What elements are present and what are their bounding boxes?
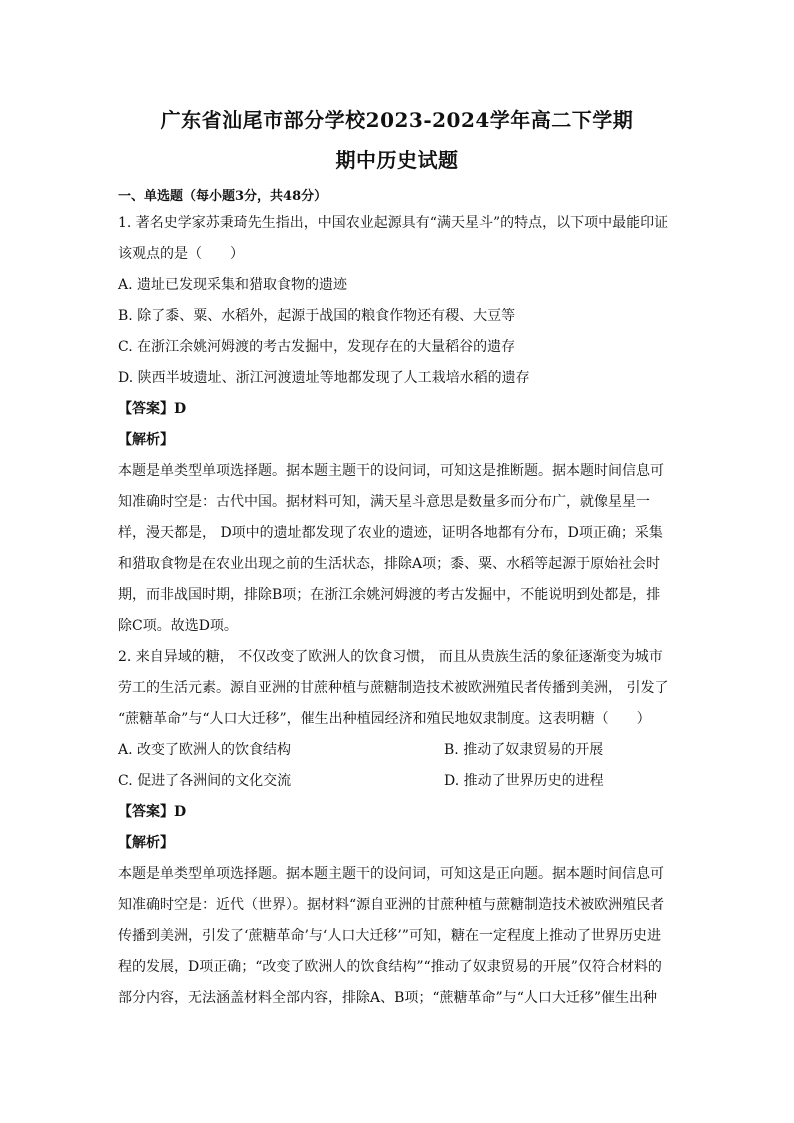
q2-option-a: A. 改变了欧洲人的饮食结构	[118, 742, 292, 758]
document-title-line1: 广东省汕尾市部分学校2023-2024学年高二下学期	[160, 108, 634, 132]
q2-analysis-line: 本题是单类型单项选择题。据本题主题干的设问词，可知这是正向题。据本题时间信息可	[118, 866, 664, 882]
question-1	[118, 208, 676, 642]
q1-analysis-line: 除C项。故选D项。	[118, 618, 238, 634]
q2-analysis-line: 程的发展，D项正确；“改变了欧洲人的饮食结构”“推动了奴隶贸易的开展”仅符合材料的	[118, 959, 662, 975]
q1-option-c: C. 在浙江余姚河姆渡的考古发掘中，发现存在的大量稻谷的遗存	[118, 339, 516, 355]
q1-analysis-line: 本题是单类型单项选择题。据本题主题干的设问词，可知这是推断题。据本题时间信息可	[118, 463, 664, 479]
q1-option-d: D. 陕西半坡遗址、浙江河渡遗址等地都发现了人工栽培水稻的遗存	[118, 370, 530, 386]
q1-analysis-line: 样，漫天都是， D项中的遗址都发现了农业的遗迹，证明各地都有分布，D项正确；采集	[118, 525, 663, 541]
q2-analysis-line: 部分内容，无法涵盖材料全部内容，排除A、B项；“蔗糖革命”与“人口大迁移”催生出种	[118, 990, 658, 1006]
q1-answer: 【答案】D	[118, 401, 187, 417]
q2-analysis-label: 【解析】	[118, 835, 174, 851]
q1-analysis-line: 期，而非战国时期，排除B项；在浙江余姚河姆渡的考古发掘中，不能说明到处都是，排	[118, 587, 661, 603]
q2-option-b: B. 推动了奴隶贸易的开展	[444, 742, 604, 758]
q1-stem-line: 1. 著名史学家苏秉琦先生指出，中国农业起源具有“满天星斗”的特点，以下项中最能印证	[118, 215, 669, 231]
q1-analysis-line: 和猎取食物是在农业出现之前的生活状态，排除A项；黍、粟、水稻等起源于原始社会时	[118, 556, 661, 572]
q2-analysis-line: 传播到美洲，引发了‘蔗糖革命’与‘人口大迁移’”可知，糖在一定程度上推动了世界历史进	[118, 928, 661, 944]
q2-option-c: C. 促进了各洲间的文化交流	[118, 773, 292, 789]
q2-options-row	[118, 766, 676, 797]
q1-analysis-line: 知准确时空是：古代中国。据材料可知，满天星斗意思是数量多而分布广，就像星星一	[118, 494, 650, 510]
question-2	[118, 642, 676, 1014]
q1-analysis-label: 【解析】	[118, 432, 174, 448]
q2-options-row	[118, 735, 676, 766]
q2-option-d: D. 推动了世界历史的进程	[444, 773, 604, 789]
q2-answer: 【答案】D	[118, 804, 187, 820]
q1-option-b: B. 除了黍、粟、水稻外，起源于战国的粮食作物还有稷、大豆等	[118, 308, 516, 324]
q2-analysis-line: 知准确时空是：近代（世界）。据材料“源自亚洲的甘蔗种植与蔗糖制造技术被欧洲殖民者	[118, 897, 665, 913]
q2-stem-line: “蔗糖革命”与“人口大迁移”，催生出种植园经济和殖民地奴隶制度。这表明糖（ ）	[118, 711, 651, 727]
q2-stem-line: 2. 来自异域的糖， 不仅改变了欧洲人的饮食习惯， 而且从贵族生活的象征逐渐变为城市	[118, 649, 663, 665]
q1-option-a: A. 遗址已发现采集和猎取食物的遗迹	[118, 277, 348, 293]
document-title-line2: 期中历史试题	[335, 148, 459, 172]
section-heading: 一、单选题（每小题3分，共48分）	[118, 189, 328, 204]
q1-stem-line: 该观点的是（ ）	[118, 246, 244, 262]
q2-stem-line: 劳工的生活元素。源自亚洲的甘蔗种植与蔗糖制造技术被欧洲殖民者传播到美洲， 引发了	[118, 680, 669, 696]
